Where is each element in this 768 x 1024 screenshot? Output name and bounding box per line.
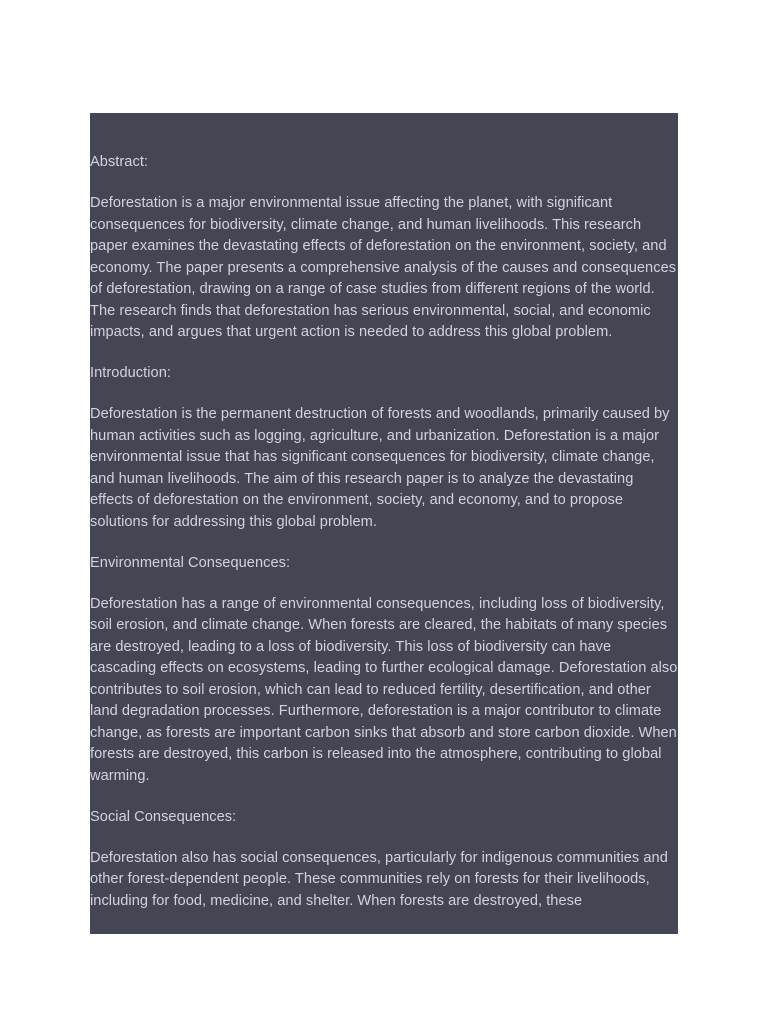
section-heading-abstract: Abstract: bbox=[90, 154, 149, 170]
section-body-social-consequences: Deforestation also has social consequences, particularly for indigenous communities and other forest-dependent people. These communities rely on forests for their livelihoods, including for food, medicine, and shelter. When forests are destroyed, these bbox=[90, 849, 668, 909]
section-body-environmental-consequences: Deforestation has a range of environmental consequences, including loss of biodiversity, soil erosion, and climate change. When forests are cleared, the habitats of many species are destroyed, leading to a loss of biodiversity. This loss of biodiversity can have cascading effects on ecosystems, leading to further ecological damage. Deforestation also contributes to soil erosion, which can lead to reduced fertility, desertification, and other land degradation processes. Furthermore, deforestation is a major contributor to climate change, as forests are important carbon sinks that absorb and store carbon dioxide. When forests are destroyed, this carbon is released into the atmosphere, contributing to global warming. bbox=[90, 595, 678, 784]
section-body-abstract: Deforestation is a major environmental issue affecting the planet, with significant consequences for biodiversity, climate change, and human livelihoods. This research paper examines the devastating effects of deforestation on the environment, society, and economy. The paper presents a comprehensive analysis of the causes and consequences of deforestation, drawing on a range of case studies from different regions of the world. The research finds that deforestation has serious environmental, social, and economic impacts, and argues that urgent action is needed to address this global problem. bbox=[90, 195, 677, 340]
section-heading-introduction: Introduction: bbox=[90, 365, 171, 381]
section-heading-environmental-consequences: Environmental Consequences: bbox=[90, 554, 291, 571]
document-page bbox=[90, 113, 678, 934]
section-heading-social-consequences: Social Consequences: bbox=[90, 808, 237, 825]
section-body-introduction: Deforestation is the permanent destruction of forests and woodlands, primarily caused by human activities such as logging, agriculture, and urbanization. Deforestation is a major environmental issue that has significant consequences for biodiversity, climate change, and human livelihoods. The aim of this research paper is to analyze the devastating effects of deforestation on the environment, society, and economy, and to propose solutions for addressing this global problem. bbox=[90, 406, 670, 530]
